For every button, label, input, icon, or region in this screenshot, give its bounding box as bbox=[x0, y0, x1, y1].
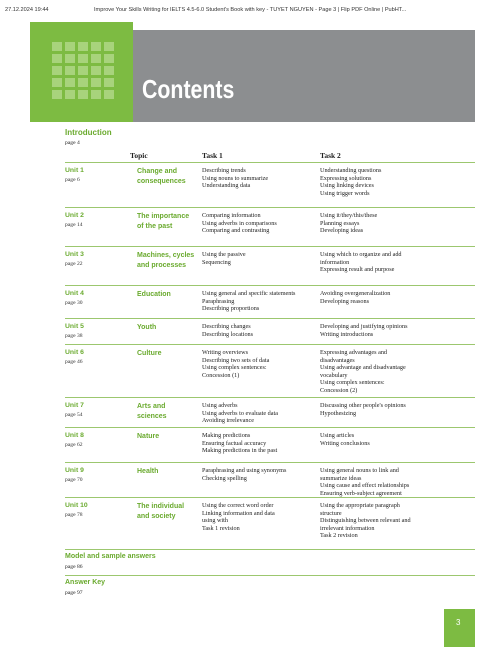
task2-items bbox=[320, 502, 470, 540]
task2-items-line: Writing introductions bbox=[320, 330, 374, 338]
task1-items-line: Using the passive bbox=[202, 251, 246, 258]
task1-items bbox=[202, 251, 322, 266]
task1-items-line: Linking information and data bbox=[202, 509, 275, 517]
unit-topic bbox=[137, 251, 207, 271]
task2-items-line: Hypothesizing bbox=[320, 409, 357, 417]
unit-page: page 78 bbox=[65, 512, 83, 518]
task1-items-line: Using adverbs to evaluate data bbox=[202, 409, 278, 417]
task2-items bbox=[320, 212, 470, 235]
grid-square bbox=[78, 66, 88, 75]
task2-items-line: Writing conclusions bbox=[320, 439, 370, 447]
book-page bbox=[30, 22, 475, 647]
unit-topic-line: The individual bbox=[137, 503, 185, 510]
unit-topic-line: Health bbox=[137, 468, 159, 475]
unit-topic-line: Machines, cycles bbox=[137, 252, 195, 259]
grid-square bbox=[91, 78, 101, 87]
task1-items bbox=[202, 290, 322, 313]
task1-items-line: Concession (1) bbox=[202, 371, 240, 379]
page-title: Contents bbox=[142, 74, 235, 104]
unit-label: Unit 9 bbox=[65, 467, 84, 474]
unit-page: page 54 bbox=[65, 412, 83, 418]
task1-items-line: Using adverbs bbox=[202, 402, 238, 409]
unit-label: Unit 1 bbox=[65, 167, 84, 174]
unit-page: page 30 bbox=[65, 300, 83, 306]
unit-topic-line: Culture bbox=[137, 350, 162, 357]
grid-square bbox=[104, 42, 114, 51]
page-number-tab bbox=[444, 609, 475, 647]
grid-square bbox=[78, 42, 88, 51]
unit-label: Unit 8 bbox=[65, 432, 84, 439]
unit-page: page 38 bbox=[65, 333, 83, 339]
task2-items-line: vocabulary bbox=[320, 371, 348, 379]
task1-items-line: Describing changes bbox=[202, 323, 251, 330]
grid-square bbox=[104, 66, 114, 75]
task1-items bbox=[202, 349, 322, 379]
task1-items-line: Using nouns to summarize bbox=[202, 174, 269, 182]
unit-topic-line: Youth bbox=[137, 324, 157, 331]
grid-square bbox=[65, 42, 75, 51]
task2-items-line: Ensuring verb-subject agreement bbox=[320, 489, 402, 497]
task2-items-line: Using complex sentences: bbox=[320, 379, 385, 387]
grid-square bbox=[52, 54, 62, 63]
unit-page: page 14 bbox=[65, 222, 83, 228]
unit-page: page 22 bbox=[65, 261, 83, 267]
unit-topic bbox=[137, 323, 207, 333]
unit-label: Unit 3 bbox=[65, 251, 84, 258]
task2-items bbox=[320, 251, 470, 274]
task1-items bbox=[202, 167, 322, 190]
task1-items bbox=[202, 502, 322, 532]
header-green-block bbox=[30, 22, 133, 122]
grid-square bbox=[91, 54, 101, 63]
task1-items-line: Understanding data bbox=[202, 182, 251, 190]
task2-items-line: Distinguishing between relevant and bbox=[320, 517, 411, 525]
task2-items-line: irrelevant information bbox=[320, 524, 375, 532]
task2-items-line: information bbox=[320, 258, 350, 266]
unit-page: page 6 bbox=[65, 177, 80, 183]
task2-items-line: Developing and justifying opinions bbox=[320, 323, 408, 330]
unit-label: Unit 2 bbox=[65, 212, 84, 219]
unit-topic-line: consequences bbox=[137, 178, 186, 185]
task1-items bbox=[202, 402, 322, 425]
grid-square bbox=[91, 66, 101, 75]
task2-items-line: disadvantages bbox=[320, 356, 355, 364]
grid-square bbox=[52, 42, 62, 51]
task2-items bbox=[320, 290, 470, 305]
model-answers-page: page 86 bbox=[65, 564, 83, 570]
model-answers-label: Model and sample answers bbox=[65, 553, 156, 560]
grid-square bbox=[104, 90, 114, 99]
task1-items-line: Making predictions bbox=[202, 432, 251, 439]
unit-topic-line: The importance bbox=[137, 213, 190, 220]
unit-topic-line: of the past bbox=[137, 223, 173, 230]
grid-square bbox=[78, 54, 88, 63]
answer-key-page: page 97 bbox=[65, 590, 83, 596]
task2-items-line: Planning essays bbox=[320, 219, 360, 227]
unit-page: page 46 bbox=[65, 359, 83, 365]
task2-items-line: Expressing advantages and bbox=[320, 349, 388, 356]
grid-square bbox=[104, 54, 114, 63]
unit-topic-line: Change and bbox=[137, 168, 178, 175]
task1-items-line: Sequencing bbox=[202, 258, 231, 266]
task2-items-line: Understanding questions bbox=[320, 167, 382, 174]
task1-items-line: Describing locations bbox=[202, 330, 254, 338]
grid-square bbox=[65, 66, 75, 75]
task1-items-line: Task 1 revision bbox=[202, 524, 240, 532]
unit-topic-line: Arts and bbox=[137, 403, 166, 410]
grid-square bbox=[52, 78, 62, 87]
task2-items-line: Developing reasons bbox=[320, 297, 369, 305]
unit-topic-line: and society bbox=[137, 513, 176, 520]
unit-label: Unit 7 bbox=[65, 402, 84, 409]
unit-label: Unit 4 bbox=[65, 290, 84, 297]
grid-square bbox=[65, 78, 75, 87]
print-page-title: Improve Your Skills Writing for IELTS 4.5-6.0 Student's Book with key - TUYET NGUYEN - Page 3 | Flip PDF Online | PubHT... bbox=[94, 7, 407, 13]
task2-items-line: Concession (2) bbox=[320, 386, 358, 394]
task2-items-line: Using it/they/this/these bbox=[320, 212, 378, 219]
task2-items bbox=[320, 432, 470, 447]
unit-topic bbox=[137, 167, 207, 187]
unit-topic bbox=[137, 467, 207, 477]
task1-items-line: Making predictions in the past bbox=[202, 447, 278, 455]
task2-items-line: summarize ideas bbox=[320, 474, 362, 482]
task2-items-line: Using trigger words bbox=[320, 189, 370, 197]
task2-items-line: Using articles bbox=[320, 432, 355, 439]
task1-items-line: Paraphrasing bbox=[202, 297, 235, 305]
task2-items-line: Discussing other people's opinions bbox=[320, 402, 406, 409]
task2-items-line: Using cause and effect relationships bbox=[320, 482, 410, 490]
grid-square bbox=[78, 90, 88, 99]
task1-items-line: Writing overviews bbox=[202, 349, 248, 356]
task1-items-line: using with bbox=[202, 517, 228, 525]
unit-topic bbox=[137, 432, 207, 442]
task2-items bbox=[320, 349, 470, 395]
grid-square bbox=[91, 90, 101, 99]
unit-topic-line: sciences bbox=[137, 413, 167, 420]
unit-topic bbox=[137, 502, 207, 522]
task2-items bbox=[320, 402, 470, 417]
task1-items-line: Comparing information bbox=[202, 212, 261, 219]
task1-items bbox=[202, 323, 322, 338]
task1-items-line: Using complex sentences: bbox=[202, 364, 267, 372]
task2-items bbox=[320, 167, 470, 197]
unit-topic-line: Nature bbox=[137, 433, 160, 440]
grid-square bbox=[52, 66, 62, 75]
task2-items-line: Task 2 revision bbox=[320, 532, 358, 540]
grid-square bbox=[52, 90, 62, 99]
task1-items bbox=[202, 432, 322, 455]
column-header-task2: Task 2 bbox=[320, 151, 341, 160]
task2-items-line: Expressing result and purpose bbox=[320, 266, 395, 274]
task1-items-line: Paraphrasing and using synonyms bbox=[202, 467, 287, 474]
grid-square bbox=[78, 78, 88, 87]
task1-items-line: Ensuring factual accuracy bbox=[202, 439, 267, 447]
task2-items-line: Expressing solutions bbox=[320, 174, 372, 182]
task1-items-line: Describing trends bbox=[202, 167, 246, 174]
task2-items-line: Developing ideas bbox=[320, 227, 364, 235]
task2-items bbox=[320, 467, 470, 497]
task1-items-line: Using adverbs in comparisons bbox=[202, 219, 277, 227]
unit-topic bbox=[137, 212, 207, 232]
task2-items-line: Using linking devices bbox=[320, 182, 374, 190]
decorative-grid-icon bbox=[52, 42, 114, 104]
introduction-label: Introduction bbox=[65, 128, 112, 137]
task2-items-line: Avoiding overgeneralization bbox=[320, 290, 391, 297]
task2-items-line: Using advantage and disadvantage bbox=[320, 364, 406, 372]
task1-items-line: Using general and specific statements bbox=[202, 290, 296, 297]
task2-items-line: Using the appropriate paragraph bbox=[320, 502, 400, 509]
task1-items-line: Avoiding irrelevance bbox=[202, 417, 254, 425]
task2-items-line: Using general nouns to link and bbox=[320, 467, 399, 474]
task2-items-line: structure bbox=[320, 509, 342, 517]
task2-items-line: Using which to organize and add bbox=[320, 251, 402, 258]
unit-topic bbox=[137, 290, 207, 300]
column-header-task1: Task 1 bbox=[202, 151, 223, 160]
introduction-page: page 4 bbox=[65, 140, 80, 146]
task1-items-line: Checking spelling bbox=[202, 474, 247, 482]
unit-topic-line: Education bbox=[137, 291, 171, 298]
unit-topic bbox=[137, 349, 207, 359]
unit-label: Unit 6 bbox=[65, 349, 84, 356]
task1-items bbox=[202, 212, 322, 235]
unit-topic-line: and processes bbox=[137, 262, 187, 269]
page-number: 3 bbox=[456, 618, 461, 627]
unit-label: Unit 10 bbox=[65, 502, 88, 509]
task1-items-line: Using the correct word order bbox=[202, 502, 274, 509]
task2-items bbox=[320, 323, 470, 338]
task1-items-line: Describing two sets of data bbox=[202, 356, 270, 364]
task1-items bbox=[202, 467, 322, 482]
unit-page: page 62 bbox=[65, 442, 83, 448]
task1-items-line: Comparing and contrasting bbox=[202, 227, 270, 235]
unit-page: page 70 bbox=[65, 477, 83, 483]
print-header bbox=[0, 0, 495, 20]
grid-square bbox=[65, 54, 75, 63]
task1-items-line: Describing proportions bbox=[202, 305, 260, 313]
unit-label: Unit 5 bbox=[65, 323, 84, 330]
column-header-topic: Topic bbox=[130, 151, 148, 160]
unit-topic bbox=[137, 402, 207, 422]
grid-square bbox=[65, 90, 75, 99]
grid-square bbox=[91, 42, 101, 51]
answer-key-label: Answer Key bbox=[65, 579, 106, 586]
print-datetime: 27.12.2024 19:44 bbox=[5, 7, 49, 13]
grid-square bbox=[104, 78, 114, 87]
